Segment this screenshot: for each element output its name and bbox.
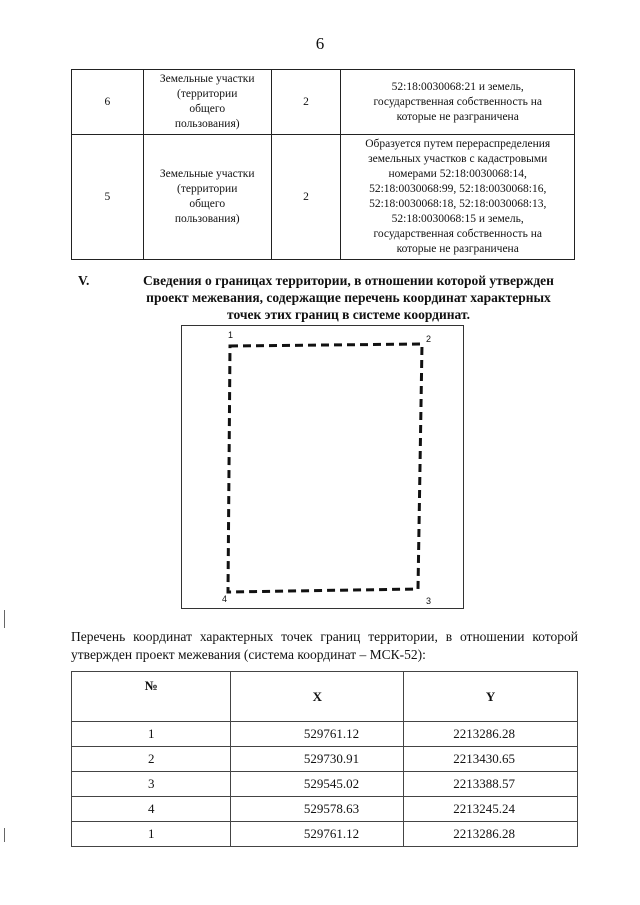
section-number: V. — [78, 273, 90, 288]
coordinates-caption: Перечень координат характерных точек границ территории, в отношении которой утвержден проект межевания (система координат – МСК-52): — [71, 629, 578, 662]
point-number: 2 — [72, 747, 231, 772]
coordinate-x: 529730.91 — [231, 747, 404, 772]
point-number: 1 — [72, 822, 231, 847]
coordinate-row — [72, 797, 578, 822]
scan-margin-mark — [4, 828, 5, 842]
coordinate-y: 2213430.65 — [404, 747, 578, 772]
boundary-plan-drawing — [182, 326, 463, 608]
boundary-plan — [181, 325, 464, 609]
scan-margin-mark — [4, 610, 5, 628]
vertex-label: 2 — [426, 334, 432, 344]
coordinate-row — [72, 722, 578, 747]
coordinate-y: 2213388.57 — [404, 772, 578, 797]
parcel-note: Образуется путем перераспределения земельных участков с кадастровыми номерами 52:18:0030068:14, 52:18:0030068:99, 52:18:0030068:16, 52:18:0030068:18, 52:18:0030068:13, 52:18:0030068:15 и земель, государственная собственность на которые не разграничена — [341, 135, 575, 260]
parcel-note: 52:18:0030068:21 и земель, государственная собственность на которые не разграничена — [341, 70, 575, 135]
vertex-label: 4 — [222, 594, 228, 604]
parcel-number: 6 — [72, 70, 144, 135]
section-heading — [78, 272, 578, 323]
coordinate-row — [72, 772, 578, 797]
point-number: 3 — [72, 772, 231, 797]
column-header-x: X — [231, 672, 404, 722]
parcel-name: Земельные участки (территории общего пользования) — [143, 135, 271, 260]
coordinate-row — [72, 747, 578, 772]
parcel-row — [72, 135, 575, 260]
coordinates-header-row — [72, 672, 578, 722]
coordinate-x: 529545.02 — [231, 772, 404, 797]
parcel-number: 5 — [72, 135, 144, 260]
page-number: 6 — [315, 34, 325, 53]
coordinate-x: 529761.12 — [231, 822, 404, 847]
coordinate-y: 2213286.28 — [404, 822, 578, 847]
section-title-line: проект межевания, содержащие перечень координат характерных — [146, 290, 551, 305]
parcel-row — [72, 70, 575, 135]
point-number: 1 — [72, 722, 231, 747]
coordinate-row — [72, 822, 578, 847]
parcel-name: Земельные участки (территории общего пользования) — [143, 70, 271, 135]
coordinate-x: 529761.12 — [231, 722, 404, 747]
column-header-number: № — [72, 672, 231, 722]
coordinates-table — [71, 671, 578, 847]
parcels-table — [71, 69, 575, 260]
point-number: 4 — [72, 797, 231, 822]
coordinate-y: 2213286.28 — [404, 722, 578, 747]
parcel-method: 2 — [271, 70, 341, 135]
boundary-outline — [228, 344, 422, 592]
coordinate-x: 529578.63 — [231, 797, 404, 822]
column-header-y: Y — [404, 672, 578, 722]
vertex-label: 1 — [228, 330, 234, 340]
parcel-method: 2 — [271, 135, 341, 260]
section-title-line: точек этих границ в системе координат. — [227, 307, 470, 322]
coordinate-y: 2213245.24 — [404, 797, 578, 822]
section-title-line: Сведения о границах территории, в отношении которой утвержден — [143, 273, 554, 288]
vertex-label: 3 — [426, 596, 432, 606]
